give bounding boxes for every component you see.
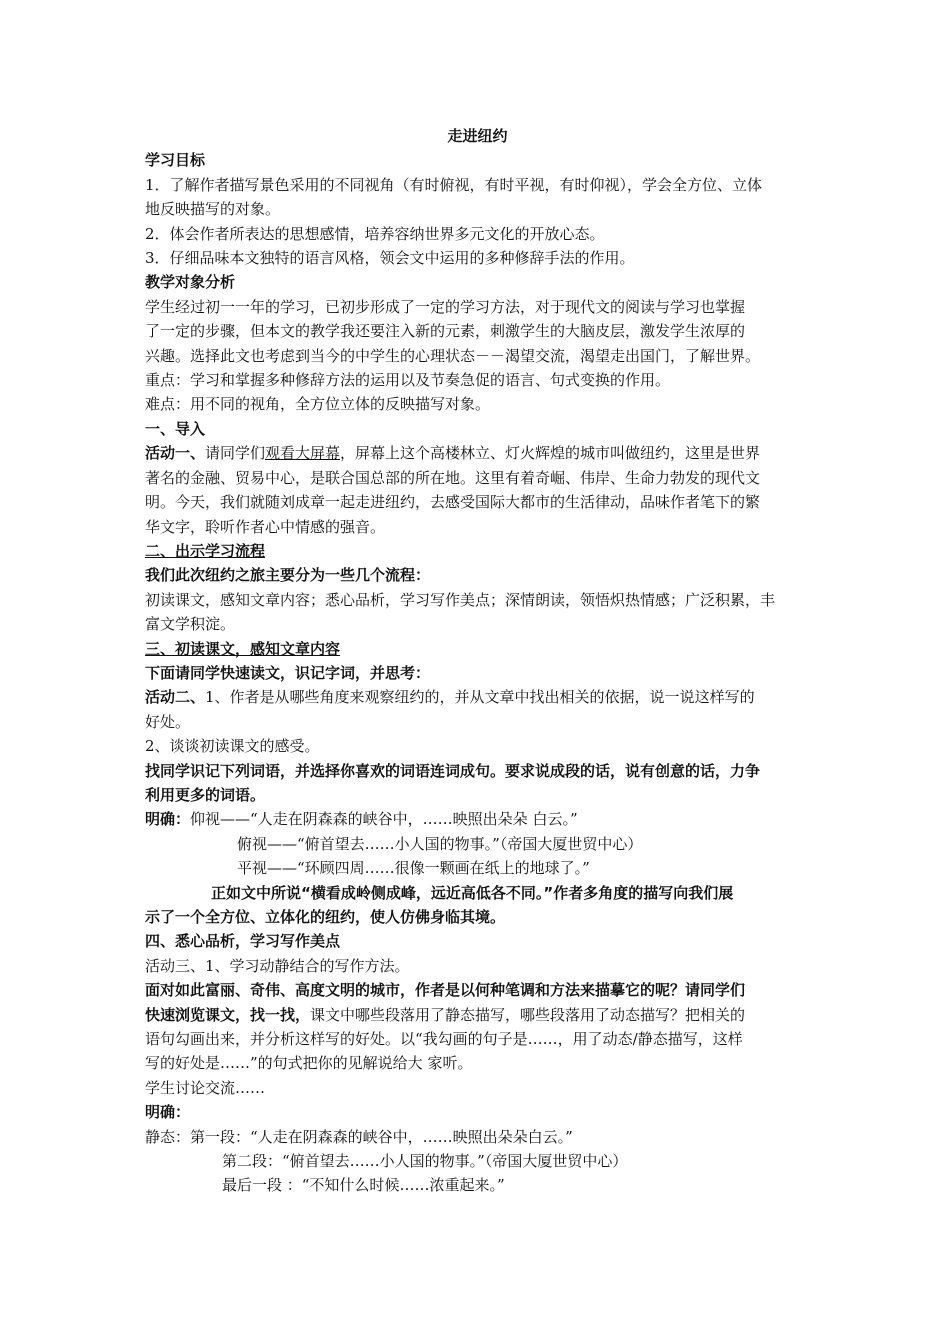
- bold-line: 示了一个全方位、立体化的纽约，使人仿佛身临其境。: [145, 908, 506, 926]
- clarify-heading: 明确：: [145, 1103, 191, 1122]
- goal-1-cont: 地反映描写的对象。: [145, 200, 281, 219]
- mixed-line: [145, 1003, 810, 1027]
- bold-span: 快速浏览课文，找一找，: [145, 1005, 311, 1024]
- section-heading-analysis-writing: 四、悉心品析，学习写作美点: [145, 932, 341, 951]
- paragraph-line: 富文学积淀。: [145, 615, 236, 634]
- text-span: 仰视——“人走在阴森森的峡谷中，……映照出朵朵 白云。”: [190, 810, 578, 829]
- paragraph-line: 好处。: [145, 712, 191, 731]
- activity-2-line: [145, 685, 810, 709]
- paragraph-line: 著名的金融、贸易中心，是联合国总部的所在地。这里有着奇崛、伟岸、生命力勃发的现代文: [145, 468, 761, 487]
- paragraph-line: 学生讨论交流……: [145, 1078, 266, 1097]
- paragraph-line: 华文字，聆听作者心中情感的强音。: [145, 517, 386, 536]
- paragraph-line: 了一定的步骤，但本文的教学我还要注入新的元素，刺激学生的大脑皮层，激发学生浓厚的: [145, 322, 746, 341]
- text-span: ，屏幕上这个高楼林立、灯火辉煌的城市叫做纽约，这里是世界: [340, 444, 761, 463]
- clarify-label: 明确：: [145, 810, 191, 829]
- paragraph-line: 2、谈谈初读课文的感受。: [145, 737, 320, 756]
- goal-2: 2．体会作者所表达的思想感情，培养容纳世界多元文化的开放心态。: [145, 224, 605, 243]
- difficult-point: 难点：用不同的视角，全方位立体的反映描写对象。: [145, 395, 491, 414]
- clarify-line: [145, 807, 810, 831]
- bold-line: 面对如此富丽、奇伟、高度文明的城市，作者是以何种笔调和方法来描摹它的呢？请同学们: [145, 981, 746, 1000]
- section-heading-intro: 一、导入: [145, 419, 206, 438]
- underlined-text: 观看大屏幕: [265, 444, 341, 463]
- section-heading-flow: 二、出示学习流程: [145, 541, 266, 560]
- paragraph-line: 写的好处是……”的句式把你的见解说给大 家听。: [145, 1054, 473, 1073]
- section-heading-reading: 三、初读课文，感知文章内容: [145, 639, 341, 658]
- indented-line: 最后一段 ：“不知什么时候……浓重起来。”: [222, 1176, 505, 1195]
- paragraph-line: 初读课文，感知文章内容；悉心品析，学习写作美点；深情朗读，领悟炽热情感；广泛积累，丰: [145, 590, 776, 609]
- activity-label: 活动二、: [145, 688, 206, 707]
- text-span: 课文中哪些段落用了静态描写，哪些段落用了动态描写？把相关的: [310, 1005, 746, 1024]
- paragraph-line: 学生经过初一一年的学习，已初步形成了一定的学习方法，对于现代文的阅读与学习也掌握: [145, 297, 746, 316]
- goal-3: 3．仔细品味本文独特的语言风格，领会文中运用的多种修辞手法的作用。: [145, 249, 635, 268]
- bold-line: 找同学识记下列词语，并选择你喜欢的词语连词成句。要求说成段的话，说有创意的话，力争: [145, 761, 761, 780]
- section-heading-analysis: 教学对象分析: [145, 273, 236, 292]
- activity-1-line: [145, 441, 810, 465]
- paragraph-line: 明。今天，我们就随刘成章一起走进纽约，去感受国际大都市的生活律动，品味作者笔下的繁: [145, 493, 761, 512]
- indented-line: 第二段：“俯首望去……小人国的物事。”（帝国大厦世贸中心）: [222, 1152, 628, 1171]
- paragraph-line: 活动三、1、学习动静结合的写作方法。: [145, 956, 410, 975]
- document-title: 走进纽约: [447, 127, 508, 145]
- text-span: 请同学们: [205, 444, 266, 463]
- bold-line: 利用更多的词语。: [145, 785, 266, 804]
- paragraph-line: 兴趣。选择此文也考虑到当今的中学生的心理状态－－渴望交流，渴望走出国门，了解世界。: [145, 346, 761, 365]
- key-point: 重点：学习和掌握多种修辞方法的运用以及节奏急促的语言、句式变换的作用。: [145, 371, 671, 390]
- bold-line: 我们此次纽约之旅主要分为一些几个流程：: [145, 566, 431, 585]
- bold-line: 下面请同学快速读文，识记字词，并思考：: [145, 663, 431, 682]
- paragraph-line: 语句勾画出来，并分析这样写的好处。以“我勾画的句子是……，用了动态/静态描写，这样: [145, 1030, 743, 1049]
- indented-line: 俯视——“俯首望去……小人国的物事。”（帝国大厦世贸中心）: [237, 834, 643, 853]
- text-span: 1、作者是从哪些角度来观察纽约的，并从文章中找出相关的依据，说一说这样写的: [205, 688, 755, 707]
- goal-1: 1．了解作者描写景色采用的不同视角（有时俯视，有时平视，有时仰视），学会全方位、立体: [145, 175, 763, 194]
- bold-indented-line: 正如文中所说“横看成岭侧成峰，远近高低各不同。”作者多角度的描写向我们展: [211, 883, 734, 902]
- indented-line: 平视——“环顾四周……很像一颗画在纸上的地球了。”: [237, 859, 590, 878]
- document-page: [145, 124, 810, 1198]
- paragraph-line: 静态：第一段：“人走在阴森森的峡谷中，……映照出朵朵白云。”: [145, 1127, 573, 1146]
- activity-label: 活动一、: [145, 444, 206, 463]
- section-heading-goals: 学习目标: [145, 151, 206, 170]
